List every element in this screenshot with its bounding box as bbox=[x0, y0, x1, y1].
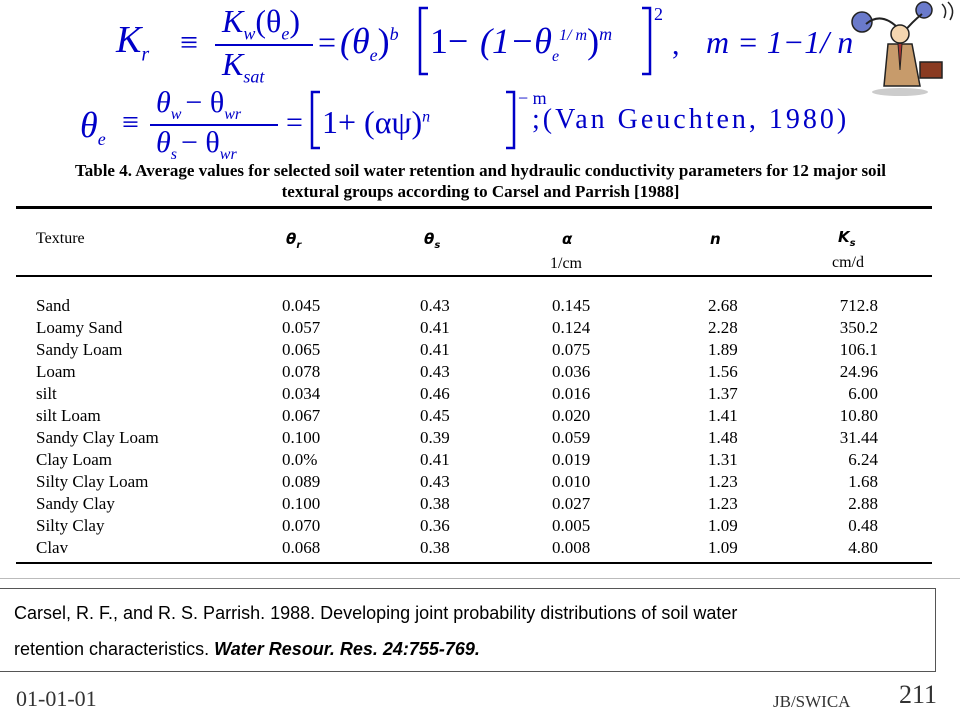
cell-theta-s: 0.43 bbox=[420, 362, 450, 381]
cell-theta-r: 0.078 bbox=[282, 362, 321, 381]
cell-n: 1.41 bbox=[708, 406, 738, 425]
cell-theta-r: 0.100 bbox=[282, 428, 321, 447]
cell-theta-r: 0.070 bbox=[282, 516, 321, 535]
cell-n: 2.28 bbox=[708, 318, 738, 337]
table-row bbox=[0, 384, 960, 406]
equals-1: = bbox=[318, 24, 337, 60]
cell-theta-s: 0.46 bbox=[420, 384, 450, 403]
citation: ;(Van Geuchten, 1980) bbox=[532, 104, 850, 135]
header-alpha: α bbox=[562, 230, 573, 248]
numerator: $K_w(\theta_e)$ bbox=[222, 3, 300, 44]
table-row bbox=[0, 340, 960, 362]
cell-alpha: 0.027 bbox=[552, 494, 591, 513]
cell-theta-r: 0.100 bbox=[282, 494, 321, 513]
cell-theta-s: 0.43 bbox=[420, 296, 450, 315]
cell-n: 1.37 bbox=[708, 384, 738, 403]
cell-alpha: 0.016 bbox=[552, 384, 591, 403]
theta-e-symbol: $\theta_e$ bbox=[80, 105, 106, 150]
table-caption bbox=[18, 160, 943, 202]
table-row bbox=[0, 450, 960, 472]
cell-texture: silt bbox=[36, 384, 57, 403]
cell-theta-s: 0.36 bbox=[420, 516, 450, 535]
cell-texture: Sandy Clay Loam bbox=[36, 428, 159, 447]
table-bottom-rule bbox=[16, 562, 932, 564]
caption-line-2: textural groups according to Carsel and Parrish [1988] bbox=[281, 182, 680, 201]
table-row bbox=[0, 406, 960, 428]
page-number: 211 bbox=[899, 680, 938, 709]
exponent-minus-m: − m bbox=[518, 88, 547, 108]
cell-alpha: 0.124 bbox=[552, 318, 591, 337]
cell-ks: 0.48 bbox=[848, 516, 878, 535]
cell-theta-r: 0.089 bbox=[282, 472, 321, 491]
cell-theta-r: 0.067 bbox=[282, 406, 321, 425]
cell-ks: 350.2 bbox=[839, 318, 878, 337]
one-plus-alpha-psi: $1+ (\alpha\psi)^n$ bbox=[322, 104, 431, 140]
table-row bbox=[0, 516, 960, 538]
reference-line-1: Carsel, R. F., and R. S. Parrish. 1988. Developing joint probability distributions of soil water bbox=[14, 603, 738, 623]
cell-ks: 712.8 bbox=[839, 296, 878, 315]
cell-n: 1.09 bbox=[708, 538, 738, 557]
comma: , bbox=[672, 28, 680, 61]
cell-texture: Sandy Loam bbox=[36, 340, 123, 359]
reference-line-2: retention characteristics. Water Resour. Res. 24:755-769. bbox=[14, 639, 480, 659]
cell-theta-s: 0.41 bbox=[420, 340, 450, 359]
kr-symbol: $K_r$ bbox=[116, 19, 150, 66]
cell-alpha: 0.005 bbox=[552, 516, 591, 535]
equiv-sign-2: ≡ bbox=[122, 106, 139, 139]
theta-e-power-b: $(\theta_e)^b$ bbox=[340, 21, 399, 66]
header-n: n bbox=[710, 230, 721, 248]
footer-date: 01-01-01 bbox=[16, 686, 97, 711]
cell-theta-r: 0.045 bbox=[282, 296, 321, 315]
cell-ks: 6.24 bbox=[848, 450, 878, 469]
cell-n: 1.56 bbox=[708, 362, 738, 381]
cell-n: 2.68 bbox=[708, 296, 738, 315]
one-minus: 1− bbox=[430, 21, 469, 61]
cell-ks: 24.96 bbox=[839, 362, 878, 381]
cell-texture: Sand bbox=[36, 296, 70, 315]
cell-texture: Silty Clay Loam bbox=[36, 472, 149, 491]
table-row bbox=[0, 296, 960, 318]
m-definition: m = 1−1/ n bbox=[706, 24, 854, 60]
cell-theta-r: 0.0% bbox=[282, 450, 318, 469]
cell-theta-s: 0.41 bbox=[420, 450, 450, 469]
header-theta-r: $\theta_r$ bbox=[286, 230, 302, 251]
cell-texture: Sandy Clay bbox=[36, 494, 115, 513]
table-row bbox=[0, 538, 960, 560]
cell-theta-s: 0.41 bbox=[420, 318, 450, 337]
table-header-rule bbox=[16, 275, 932, 277]
cell-alpha: 0.036 bbox=[552, 362, 591, 381]
cell-n: 1.23 bbox=[708, 472, 738, 491]
equiv-sign: ≡ bbox=[180, 24, 199, 60]
cell-theta-s: 0.38 bbox=[420, 494, 450, 513]
cell-theta-r: 0.068 bbox=[282, 538, 321, 557]
cell-texture: Clay Loam bbox=[36, 450, 113, 469]
exponent-2: 2 bbox=[654, 4, 663, 24]
scan-edge-line bbox=[0, 578, 960, 579]
table-row bbox=[0, 494, 960, 516]
cell-texture: Silty Clay bbox=[36, 516, 105, 535]
cell-ks: 31.44 bbox=[839, 428, 878, 447]
cell-theta-s: 0.45 bbox=[420, 406, 450, 425]
header-ks: $K_s$ bbox=[838, 228, 856, 249]
te-numerator: $\theta_w - \theta_{wr}$ bbox=[156, 86, 242, 123]
header-ks-unit: cm/d bbox=[832, 254, 864, 271]
table-row bbox=[0, 362, 960, 384]
cell-theta-r: 0.057 bbox=[282, 318, 321, 337]
cell-theta-s: 0.39 bbox=[420, 428, 450, 447]
cell-ks: 2.88 bbox=[848, 494, 878, 513]
journal-citation: Water Resour. Res. 24:755-769. bbox=[214, 639, 480, 659]
cell-ks: 4.80 bbox=[848, 538, 878, 557]
cell-texture: Loamy Sand bbox=[36, 318, 123, 337]
cell-ks: 10.80 bbox=[839, 406, 878, 425]
cell-n: 1.09 bbox=[708, 516, 738, 535]
cell-alpha: 0.145 bbox=[552, 296, 591, 315]
header-alpha-unit: 1/cm bbox=[550, 255, 582, 272]
cell-alpha: 0.020 bbox=[552, 406, 591, 425]
cell-n: 1.23 bbox=[708, 494, 738, 513]
cell-n: 1.48 bbox=[708, 428, 738, 447]
cell-n: 1.89 bbox=[708, 340, 738, 359]
cell-texture: Loam bbox=[36, 362, 76, 381]
reference-box bbox=[0, 588, 936, 672]
te-denominator: $\theta_s - \theta_{wr}$ bbox=[156, 126, 237, 163]
cell-ks: 6.00 bbox=[848, 384, 878, 403]
cell-theta-r: 0.034 bbox=[282, 384, 321, 403]
cell-theta-s: 0.38 bbox=[420, 538, 450, 557]
businessman-juggling-clipart-icon bbox=[840, 0, 958, 100]
denominator: $K_{sat}$ bbox=[222, 46, 265, 87]
cell-texture: silt Loam bbox=[36, 406, 101, 425]
caption-line-1: Table 4. Average values for selected soil water retention and hydraulic conductivity parameters for 12 major soil bbox=[74, 161, 887, 180]
cell-alpha: 0.019 bbox=[552, 450, 591, 469]
header-texture: Texture bbox=[36, 230, 85, 247]
equals-2: = bbox=[286, 106, 303, 139]
cell-ks: 106.1 bbox=[839, 340, 878, 359]
cell-texture: Clav bbox=[36, 538, 69, 557]
footer-author: JB/SWICA bbox=[773, 692, 851, 711]
cell-theta-r: 0.065 bbox=[282, 340, 321, 359]
cell-alpha: 0.059 bbox=[552, 428, 591, 447]
cell-theta-s: 0.43 bbox=[420, 472, 450, 491]
cell-alpha: 0.075 bbox=[552, 340, 591, 359]
table-row bbox=[0, 472, 960, 494]
table-top-rule bbox=[16, 206, 932, 209]
cell-alpha: 0.010 bbox=[552, 472, 591, 491]
table-row bbox=[0, 318, 960, 340]
cell-n: 1.31 bbox=[708, 450, 738, 469]
inner-term: $(1-\theta_e^{1/ m})^m$ bbox=[480, 21, 613, 66]
table-row bbox=[0, 428, 960, 450]
cell-alpha: 0.008 bbox=[552, 538, 591, 557]
header-theta-s: $\theta_s$ bbox=[424, 230, 441, 251]
cell-ks: 1.68 bbox=[848, 472, 878, 491]
